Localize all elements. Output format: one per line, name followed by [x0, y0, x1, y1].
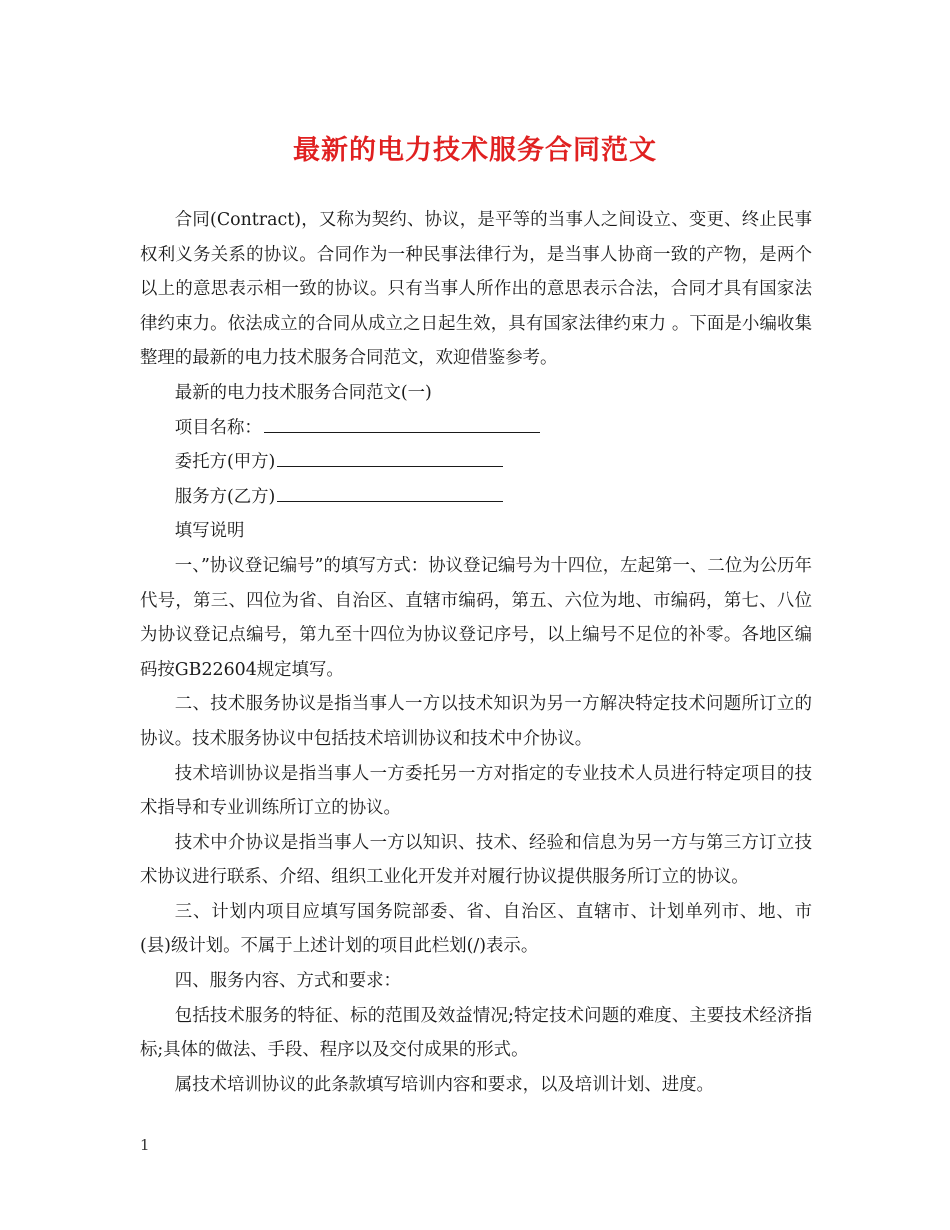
instruction-paragraph-7: 包括技术服务的特征、标的范围及效益情况;特定技术问题的难度、主要技术经济指标;具体的做法、手段、程序以及交付成果的形式。 [140, 1005, 812, 1061]
client-label: 委托方(甲方) [174, 452, 276, 473]
instruction-paragraph-5: 三、计划内项目应填写国务院部委、省、自治区、直辖市、计划单列市、地、市(县)级计划。不属于上述计划的项目此栏划(/)表示。 [140, 901, 812, 957]
project-name-line [140, 411, 812, 446]
instructions-heading: 填写说明 [174, 521, 245, 542]
section-heading: 最新的电力技术服务合同范文(一) [174, 382, 432, 403]
provider-line [140, 480, 812, 515]
client-blank [277, 448, 503, 467]
client-line [140, 445, 812, 480]
instruction-paragraph-6: 四、服务内容、方式和要求： [174, 971, 401, 992]
intro-paragraph: 合同(Contract)，又称为契约、协议，是平等的当事人之间设立、变更、终止民事权利义务关系的协议。合同作为一种民事法律行为，是当事人协商一致的产物，是两个以上的意思表示相一致的协议。只有当事人所作出的意思表示合法，合同才具有国家法律约束力。依法成立的合同从成立之日起生效，具有国家法律约束力 。下面是小编收集整理的最新的电力技术服务合同范文，欢迎借鉴参考。 [140, 210, 812, 369]
instruction-paragraph-1: 一、”协议登记编号”的填写方式：协议登记编号为十四位，左起第一、二位为公历年代号，第三、四位为省、自治区、直辖市编码，第五、六位为地、市编码，第七、八位为协议登记点编号，第九至十四位为协议登记序号，以上编号不足位的补零。各地区编码按GB22604规定填写。 [140, 555, 812, 680]
instruction-paragraph-3: 技术培训协议是指当事人一方委托另一方对指定的专业技术人员进行特定项目的技术指导和专业训练所订立的协议。 [140, 763, 812, 819]
document-body [140, 203, 812, 1102]
page-number: 1 [140, 1136, 150, 1154]
provider-blank [277, 483, 503, 502]
project-name-label: 项目名称： [174, 417, 262, 438]
instruction-paragraph-2: 二、技术服务协议是指当事人一方以技术知识为另一方解决特定技术问题所订立的协议。技术服务协议中包括技术培训协议和技术中介协议。 [140, 694, 812, 749]
document-title: 最新的电力技术服务合同范文 [293, 135, 657, 166]
instruction-paragraph-4: 技术中介协议是指当事人一方以知识、技术、经验和信息为另一方与第三方订立技术协议进行联系、介绍、组织工业化开发并对履行协议提供服务所订立的协议。 [140, 832, 812, 888]
instruction-paragraph-8: 属技术培训协议的此条款填写培训内容和要求，以及培训计划、进度。 [174, 1074, 714, 1095]
provider-label: 服务方(乙方) [174, 486, 276, 507]
project-name-blank [264, 414, 540, 433]
